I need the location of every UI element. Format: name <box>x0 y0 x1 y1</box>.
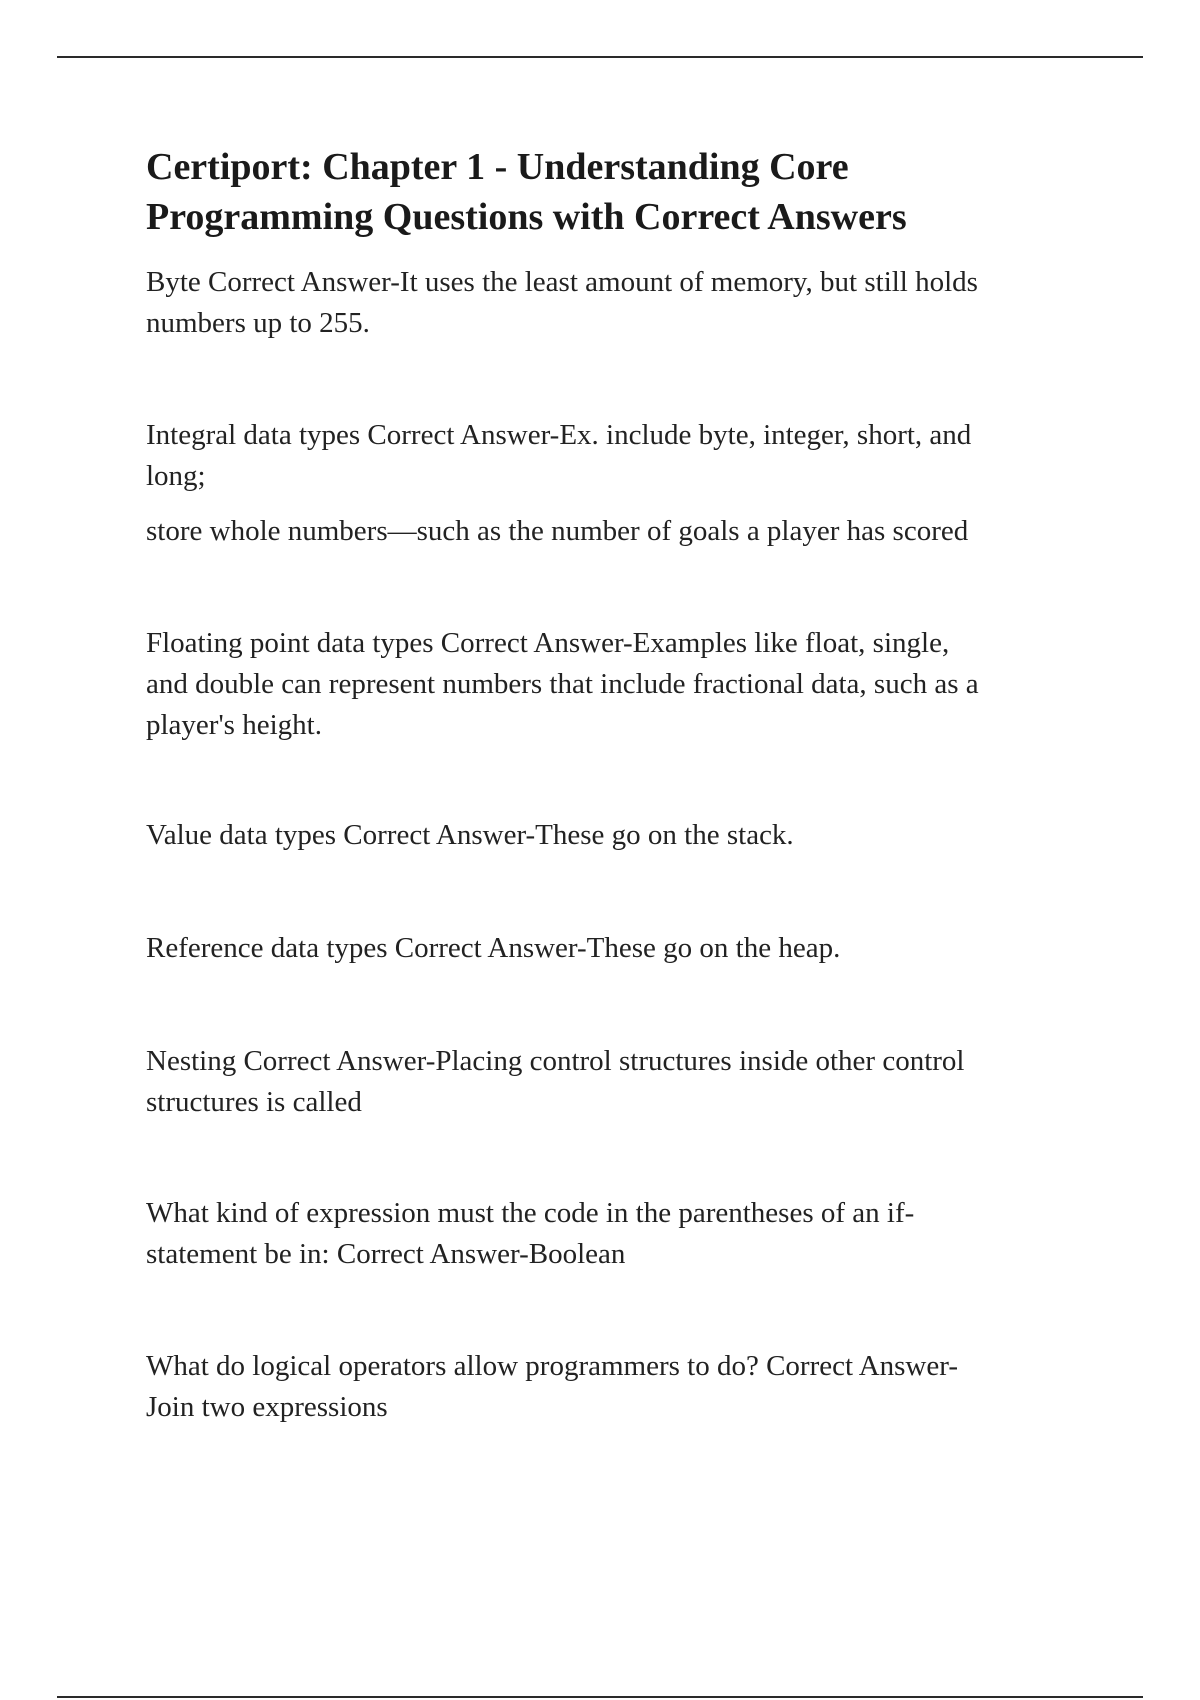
header-rule <box>57 56 1143 58</box>
title-line-2: Programming Questions with Correct Answers <box>146 196 907 238</box>
qa-line: structures is called <box>146 1086 362 1118</box>
qa-text <box>146 1193 914 1275</box>
qa-line: player's height. <box>146 709 322 741</box>
document-body <box>146 142 1086 1423</box>
qa-line: statement be in: Correct Answer-Boolean <box>146 1238 626 1270</box>
qa-item-if-statement-expression <box>146 1193 914 1275</box>
qa-item-reference-data-types <box>146 928 840 969</box>
qa-line: Reference data types Correct Answer-These go on the heap. <box>146 932 841 964</box>
qa-item-integral-data-types <box>146 415 971 552</box>
qa-item-logical-operators <box>146 1346 958 1428</box>
qa-line: and double can represent numbers that include fractional data, such as a <box>146 668 979 700</box>
footer-rule <box>57 1696 1143 1698</box>
qa-item-value-data-types <box>146 815 794 856</box>
qa-text <box>146 262 978 344</box>
qa-line: Join two expressions <box>146 1391 388 1423</box>
qa-line: Integral data types Correct Answer-Ex. include byte, integer, short, and <box>146 419 972 451</box>
qa-line: Byte Correct Answer-It uses the least amount of memory, but still holds <box>146 266 978 298</box>
qa-line: long; <box>146 460 206 492</box>
qa-text <box>146 623 979 746</box>
qa-text <box>146 415 971 497</box>
title-line-1: Certiport: Chapter 1 - Understanding Core <box>146 146 849 188</box>
qa-line: numbers up to 255. <box>146 307 370 339</box>
qa-line: Value data types Correct Answer-These go on the stack. <box>146 819 794 851</box>
qa-line: Floating point data types Correct Answer-Examples like float, single, <box>146 627 950 659</box>
qa-text <box>146 928 840 969</box>
document-title <box>146 142 1086 242</box>
qa-text <box>146 1346 958 1428</box>
qa-extra-text: store whole numbers—such as the number of goals a player has scored <box>146 515 969 547</box>
qa-item-floating-point-data-types <box>146 623 979 746</box>
qa-line: Nesting Correct Answer-Placing control structures inside other control <box>146 1045 965 1077</box>
qa-line: What kind of expression must the code in the parentheses of an if- <box>146 1197 915 1229</box>
qa-item-nesting <box>146 1041 964 1123</box>
qa-line: What do logical operators allow programmers to do? Correct Answer- <box>146 1350 958 1382</box>
qa-text <box>146 815 794 856</box>
qa-item-byte <box>146 262 978 344</box>
qa-text <box>146 1041 964 1123</box>
